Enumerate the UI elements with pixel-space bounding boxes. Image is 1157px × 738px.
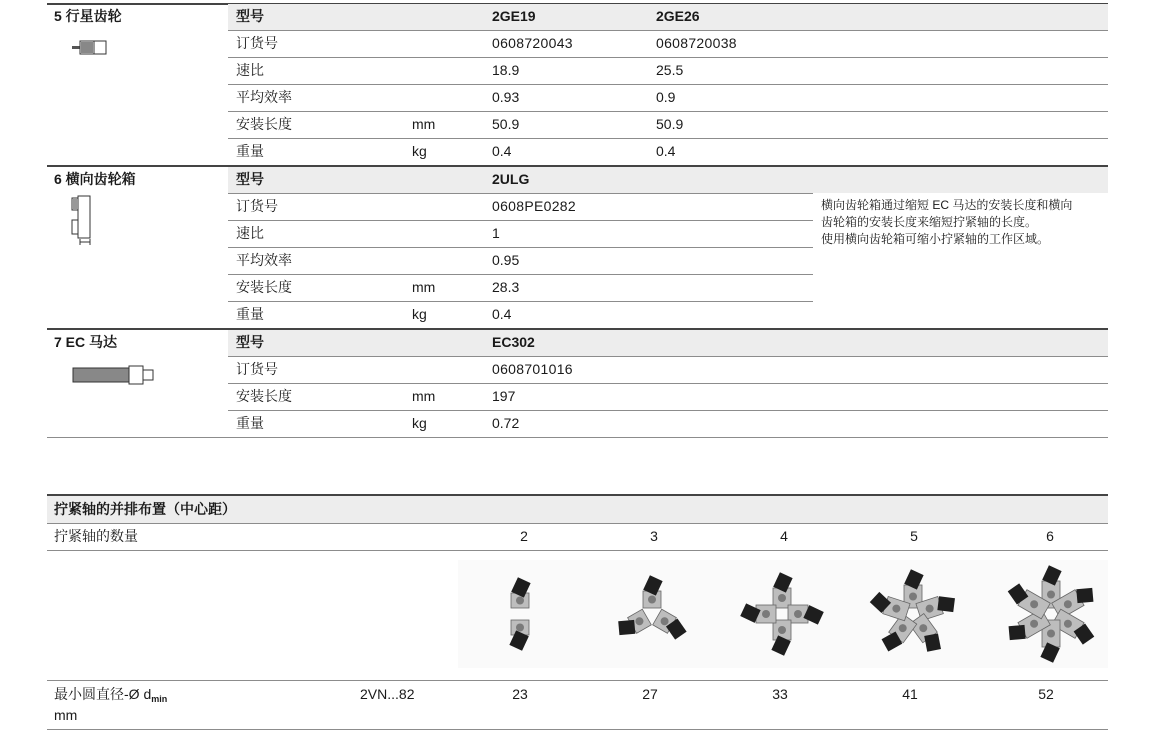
ec-motor-icon — [72, 364, 158, 386]
table-cell-label: 安装长度 — [236, 279, 292, 295]
row-rule — [228, 111, 1108, 112]
table-cell-label: 订货号 — [236, 361, 278, 377]
row-rule — [228, 383, 1108, 384]
arrangement-illustrations — [458, 560, 1108, 668]
table-cell-label: 安装长度 — [236, 388, 292, 404]
table-cell: 18.9 — [492, 62, 520, 78]
row-rule — [228, 356, 1108, 357]
min-diameter-value: 52 — [1038, 686, 1054, 702]
row-rule — [228, 220, 813, 221]
table-cell-label: 重量 — [236, 306, 264, 322]
table-cell-unit: mm — [412, 388, 436, 404]
section5-header-label: 型号 — [236, 8, 264, 24]
row-rule — [228, 247, 813, 248]
section6-header-bg — [228, 167, 1108, 193]
spindle-arrangement-6 — [1003, 565, 1098, 663]
table-cell-label: 速比 — [236, 225, 264, 241]
row-rule — [228, 410, 1108, 411]
table-cell-label: 订货号 — [236, 35, 278, 51]
min-diameter-label — [54, 685, 167, 708]
table-cell: 0.72 — [492, 415, 520, 431]
table-cell: 50.9 — [492, 116, 520, 132]
section7-header-col1: EC302 — [492, 334, 535, 350]
min-diameter-subscript: min — [151, 694, 168, 704]
table-cell: 0.9 — [656, 89, 676, 105]
table-cell: 28.3 — [492, 279, 520, 295]
spindle-arrangement-2 — [509, 577, 530, 651]
spindle-count: 4 — [780, 528, 788, 544]
spindle-count: 2 — [520, 528, 528, 544]
spindle-count: 5 — [910, 528, 918, 544]
row-rule — [228, 84, 1108, 85]
spindle-count-label: 拧紧轴的数量 — [54, 528, 138, 544]
section7-header-label: 型号 — [236, 334, 264, 350]
spindle-tool — [771, 620, 791, 656]
table-cell: 197 — [492, 388, 516, 404]
table-cell-label: 速比 — [236, 62, 264, 78]
row-rule — [228, 138, 1108, 139]
section5-header-col2: 2GE26 — [656, 8, 700, 24]
min-diameter-value: 23 — [512, 686, 528, 702]
section6-title: 6 横向齿轮箱 — [54, 171, 136, 187]
table-cell-label: 安装长度 — [236, 116, 292, 132]
table-cell-unit: mm — [412, 279, 436, 295]
spindle-arrangement-5 — [868, 569, 959, 656]
note-line: 使用横向齿轮箱可缩小拧紧轴的工作区域。 — [821, 232, 1050, 246]
table-cell-label: 订货号 — [236, 198, 278, 214]
spindle-count: 6 — [1046, 528, 1054, 544]
min-diameter-value: 27 — [642, 686, 658, 702]
spindle-tool — [652, 609, 690, 642]
table-cell: 0.95 — [492, 252, 520, 268]
spindle-tool — [878, 613, 917, 656]
section7-header-bg — [228, 330, 1108, 356]
spindle-model: 2VN...82 — [360, 686, 415, 702]
table-cell-unit: mm — [412, 116, 436, 132]
table-cell: 0.4 — [492, 143, 512, 159]
spindle-tool — [511, 577, 531, 608]
spindle-tool — [740, 603, 776, 623]
table-cell: 0608701016 — [492, 361, 573, 377]
note-line: 齿轮箱的安装长度来缩短拧紧轴的长度。 — [821, 215, 1038, 229]
min-diameter-value: 41 — [902, 686, 918, 702]
spindle-tool — [643, 575, 663, 608]
table-cell-label: 平均效率 — [236, 252, 292, 268]
table-cell-unit: kg — [412, 143, 427, 159]
arrangement-bottom-rule — [47, 729, 1108, 730]
min-diameter-text: 最小圆直径-Ø d — [54, 686, 152, 702]
table-cell-label: 重量 — [236, 415, 264, 431]
row-rule — [47, 680, 1108, 681]
row-rule — [228, 301, 813, 302]
table-cell: 1 — [492, 225, 500, 241]
table-cell-label: 重量 — [236, 143, 264, 159]
row-rule — [47, 523, 1108, 524]
section6-header-label: 型号 — [236, 171, 264, 187]
row-rule — [228, 30, 1108, 31]
row-rule — [228, 274, 813, 275]
angle-gearbox-note — [821, 197, 1106, 248]
table-cell: 0608PE0282 — [492, 198, 576, 214]
angle-gearbox-icon — [70, 194, 94, 246]
section7-title: 7 EC 马达 — [54, 334, 118, 350]
table-cell: 0.4 — [492, 306, 512, 322]
row-rule — [47, 550, 1108, 551]
planetary-gear-icon — [72, 38, 108, 58]
table-cell: 25.5 — [656, 62, 684, 78]
section5-title: 5 行星齿轮 — [54, 8, 122, 24]
row-rule — [228, 193, 813, 194]
arrangement-title: 拧紧轴的并排布置（中心距） — [54, 501, 236, 517]
min-diameter-unit: mm — [54, 707, 78, 723]
table-cell: 0608720038 — [656, 35, 737, 51]
table-cell-unit: kg — [412, 415, 427, 431]
section7-bottom-rule — [47, 437, 1108, 438]
section5-header-col1: 2GE19 — [492, 8, 536, 24]
spindle-arrangement-3 — [613, 575, 690, 642]
spindle-tool — [788, 605, 824, 625]
min-diameter-value: 33 — [772, 686, 788, 702]
table-cell: 0.93 — [492, 89, 520, 105]
table-cell: 50.9 — [656, 116, 684, 132]
spindle-tool — [509, 620, 529, 651]
table-cell: 0608720043 — [492, 35, 573, 51]
table-cell-label: 平均效率 — [236, 89, 292, 105]
spindle-tool — [773, 572, 793, 608]
table-cell: 0.4 — [656, 143, 676, 159]
spindle-count: 3 — [650, 528, 658, 544]
row-rule — [228, 57, 1108, 58]
spindle-arrangement-4 — [740, 572, 824, 656]
note-line: 横向齿轮箱通过缩短 EC 马达的安装长度和横向 — [821, 198, 1073, 212]
table-cell-unit: kg — [412, 306, 427, 322]
spindle-tool — [613, 608, 651, 641]
spindle-tool — [908, 614, 947, 657]
section6-header-col1: 2ULG — [492, 171, 530, 187]
